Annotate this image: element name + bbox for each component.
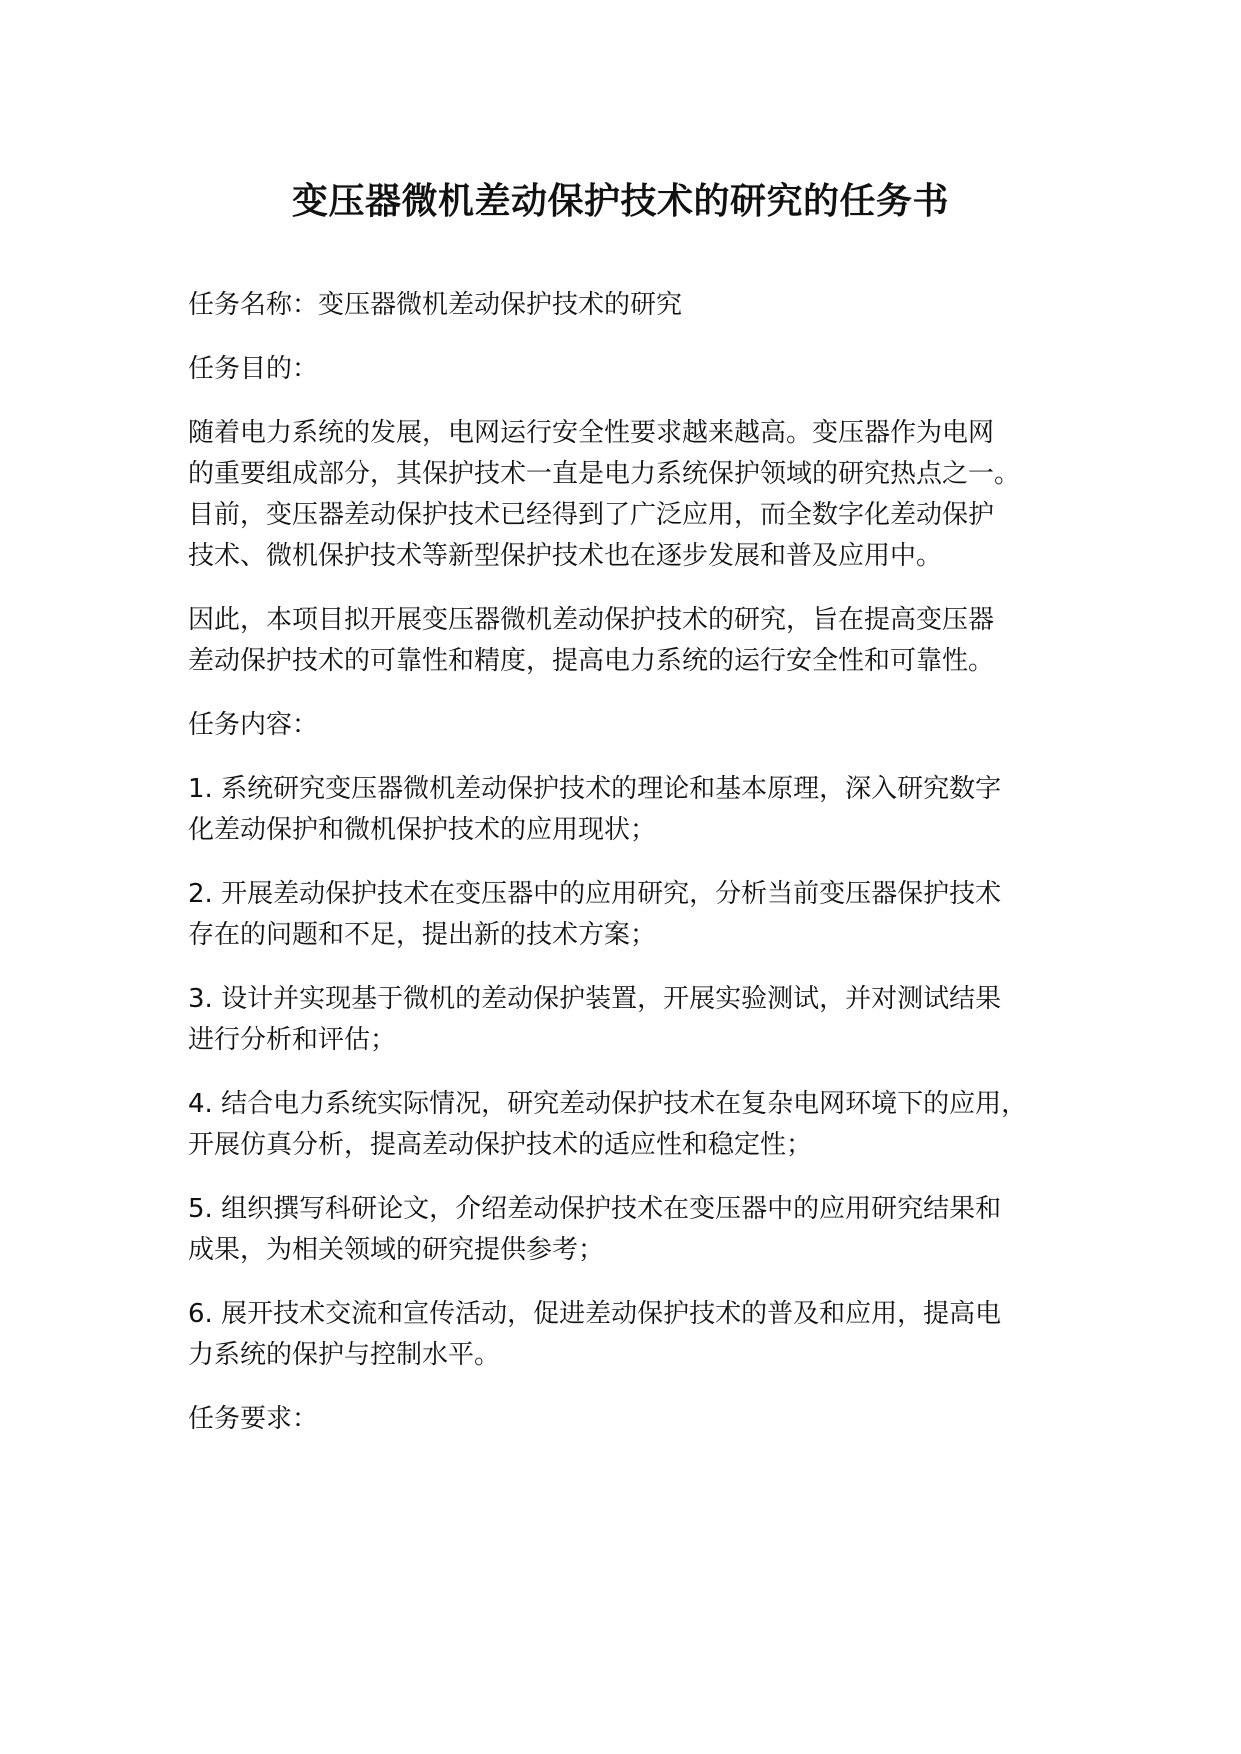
purpose-paragraph (188, 413, 1088, 577)
requirements-label: 任务要求： (188, 1404, 319, 1434)
content-label: 任务内容： (188, 710, 319, 740)
paragraph-line: 差动保护技术的可靠性和精度，提高电力系统的运行安全性和可靠性。 (188, 646, 995, 676)
document-body (188, 285, 1088, 1463)
list-item-line: 化差动保护和微机保护技术的应用现状； (188, 815, 657, 845)
purpose-label: 任务目的： (188, 354, 319, 384)
list-item-line: 成果，为相关领域的研究提供参考； (188, 1235, 605, 1265)
list-item-line: 2. 开展差动保护技术在变压器中的应用研究，分析当前变压器保护技术 (188, 879, 1002, 909)
purpose-section (188, 413, 1088, 682)
list-item-line: 1. 系统研究变压器微机差动保护技术的理论和基本原理，深入研究数字 (188, 774, 1002, 804)
list-item-line: 开展仿真分析，提高差动保护技术的适应性和稳定性； (188, 1130, 813, 1160)
list-item (188, 874, 1088, 956)
list-item (188, 979, 1088, 1061)
list-item-line: 5. 组织撰写科研论文，介绍差动保护技术在变压器中的应用研究结果和 (188, 1194, 1002, 1224)
list-item-line: 6. 展开技术交流和宣传活动，促进差动保护技术的普及和应用，提高电 (188, 1299, 1002, 1329)
list-item-line: 力系统的保护与控制水平。 (188, 1340, 501, 1370)
list-item-line: 进行分析和评估； (188, 1025, 397, 1055)
list-item (188, 769, 1088, 851)
list-item-line: 存在的问题和不足，提出新的技术方案； (188, 920, 657, 950)
task-name: 任务名称：变压器微机差动保护技术的研究 (188, 290, 683, 320)
paragraph-line: 因此，本项目拟开展变压器微机差动保护技术的研究，旨在提高变压器 (188, 605, 995, 635)
paragraph-line: 随着电力系统的发展，电网运行安全性要求越来越高。变压器作为电网 (188, 418, 995, 448)
list-item (188, 1084, 1088, 1166)
list-item-line: 3. 设计并实现基于微机的差动保护装置，开展实验测试，并对测试结果 (188, 984, 1002, 1014)
list-item-line: 4. 结合电力系统实际情况，研究差动保护技术在复杂电网环境下的应用， (188, 1089, 1028, 1119)
paragraph-line: 的重要组成部分，其保护技术一直是电力系统保护领域的研究热点之一。 (188, 459, 1021, 489)
list-item (188, 1189, 1088, 1271)
paragraph-line: 技术、微机保护技术等新型保护技术也在逐步发展和普及应用中。 (188, 541, 943, 571)
list-item (188, 1294, 1088, 1376)
purpose-paragraph (188, 600, 1088, 682)
content-list (188, 769, 1088, 1376)
document-title: 变压器微机差动保护技术的研究的任务书 (291, 181, 949, 222)
paragraph-line: 目前，变压器差动保护技术已经得到了广泛应用，而全数字化差动保护 (188, 500, 995, 530)
